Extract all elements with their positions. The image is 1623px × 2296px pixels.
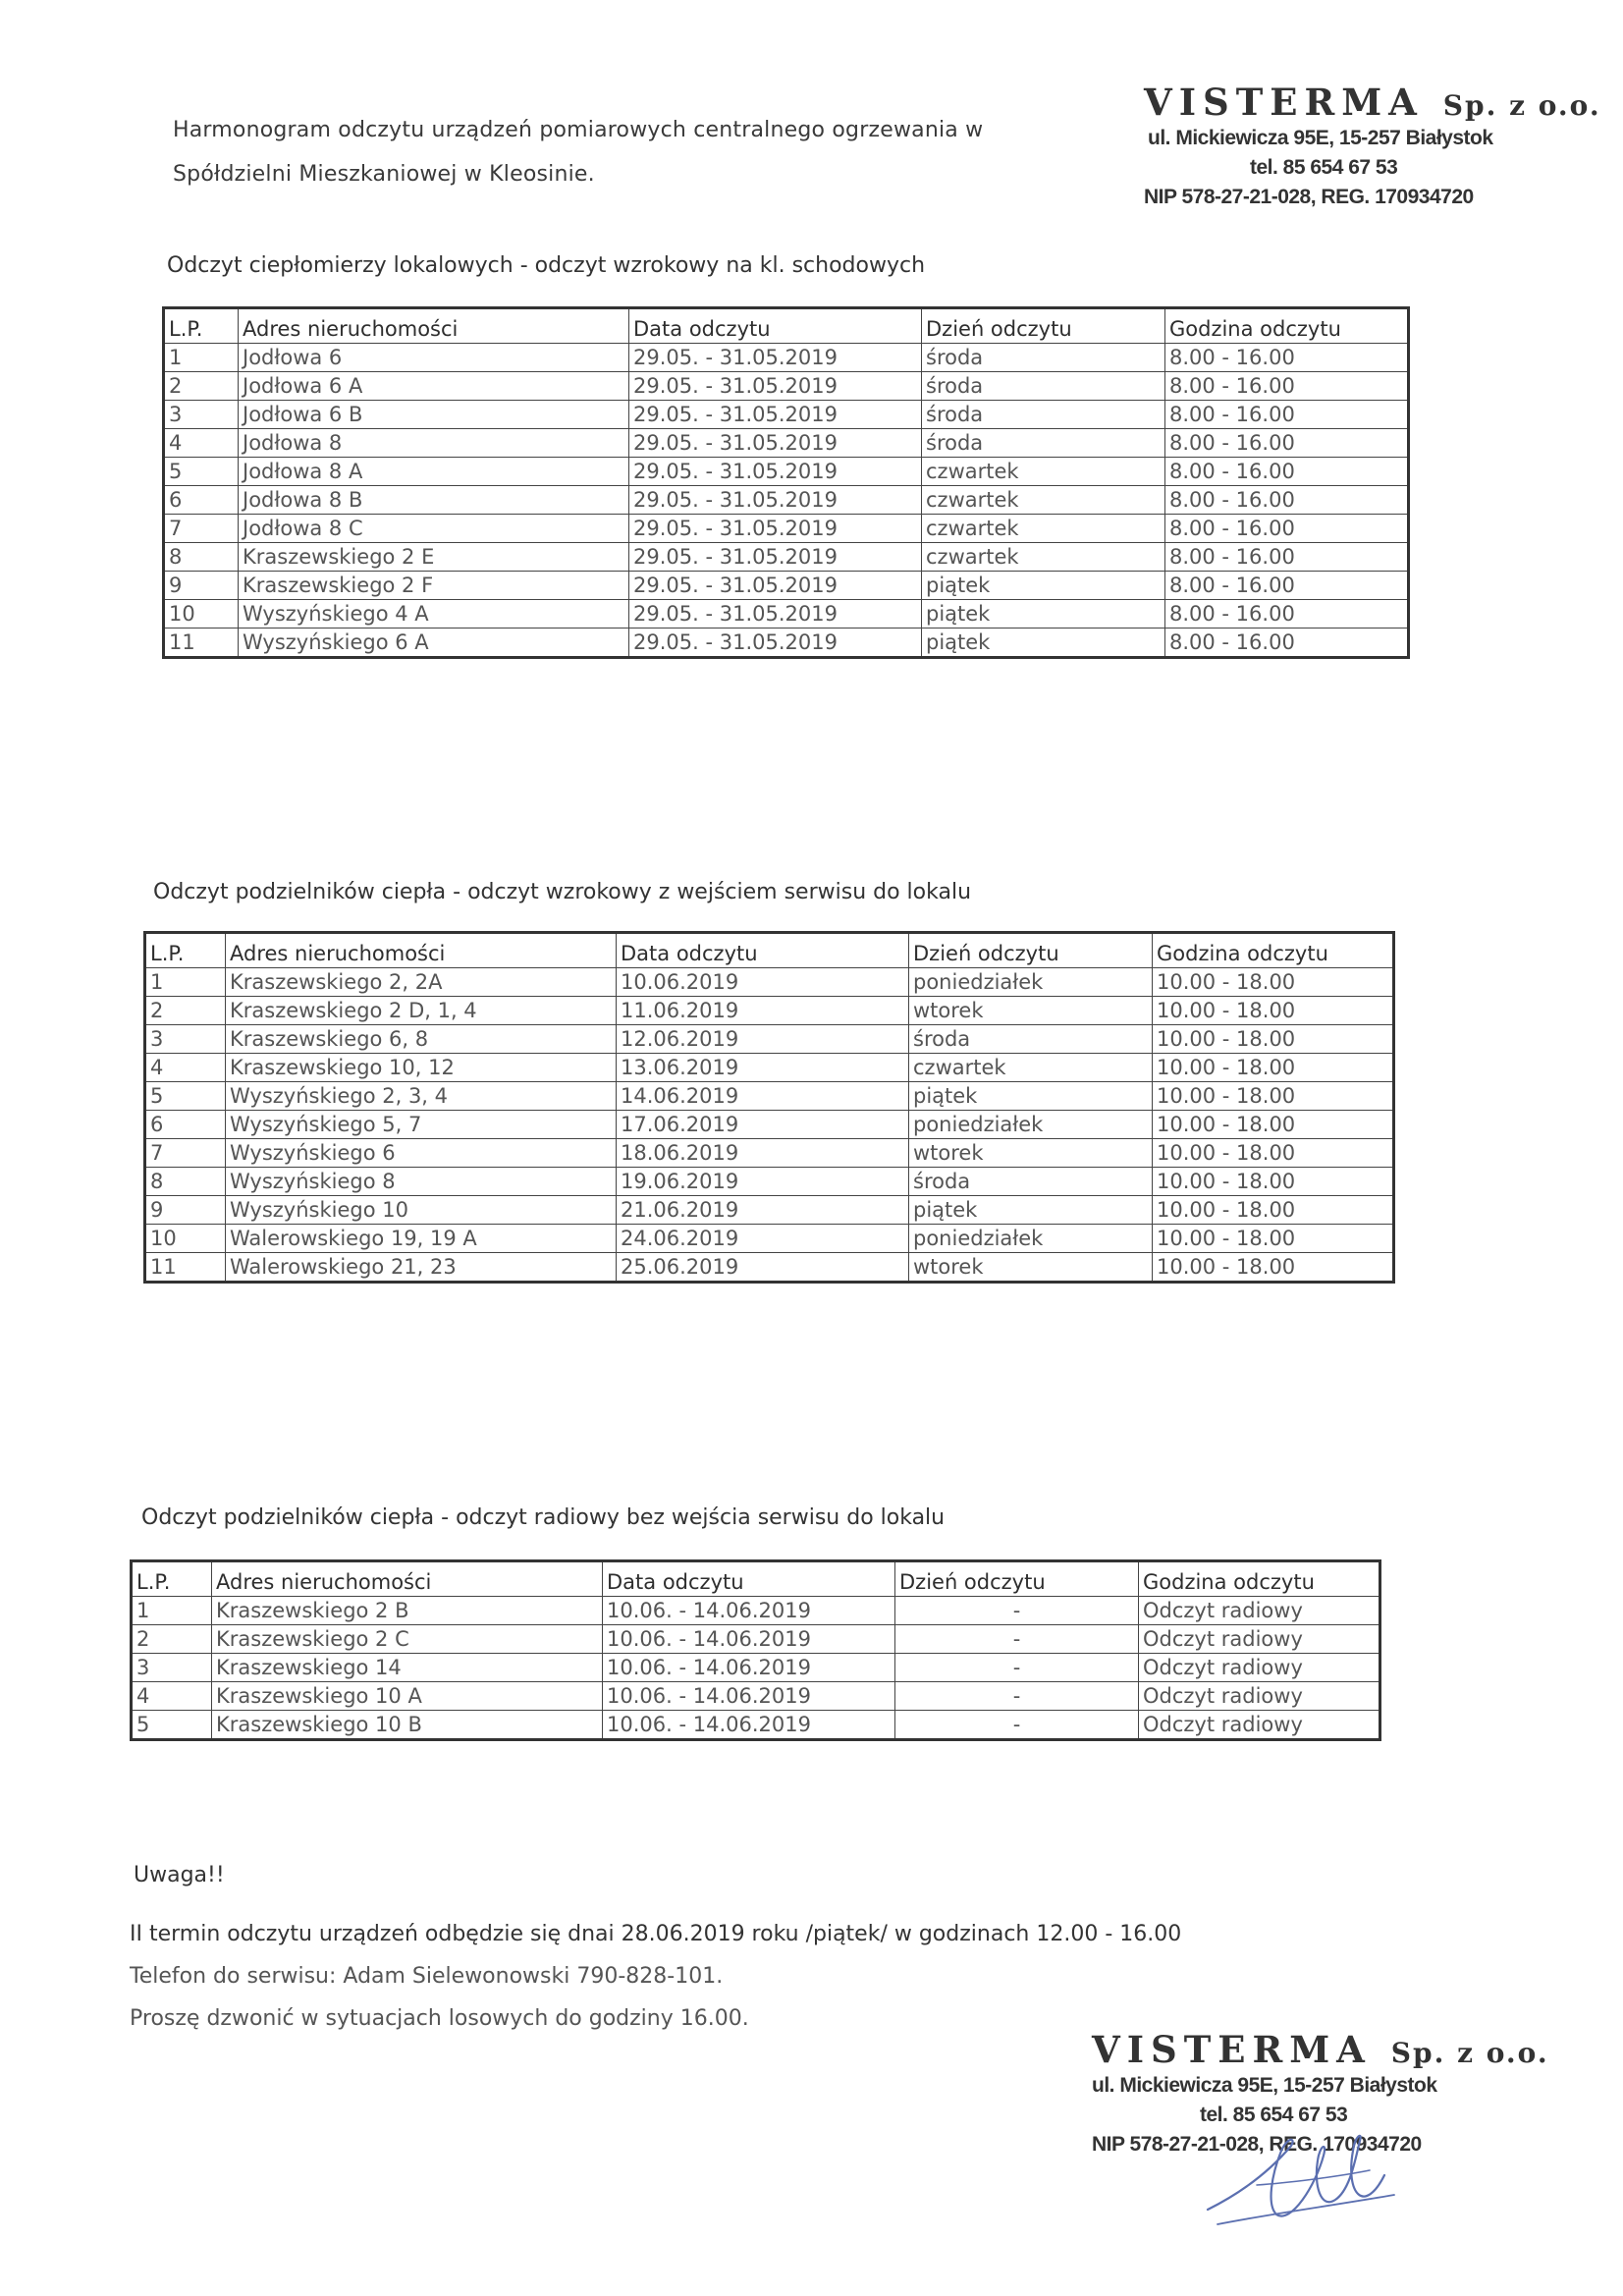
table-cell: 2 bbox=[145, 997, 226, 1025]
table-cell: 3 bbox=[164, 401, 239, 429]
table-body bbox=[164, 308, 1409, 658]
table-cell: 4 bbox=[164, 429, 239, 458]
table-cell: 8.00 - 16.00 bbox=[1165, 429, 1409, 458]
table-header-row bbox=[132, 1561, 1380, 1597]
table-cell: 10.00 - 18.00 bbox=[1153, 1225, 1394, 1253]
table-cell: 10 bbox=[145, 1225, 226, 1253]
table-cell: 8.00 - 16.00 bbox=[1165, 401, 1409, 429]
table-row bbox=[132, 1597, 1380, 1625]
table-cell: wtorek bbox=[909, 997, 1153, 1025]
table-cell: poniedziałek bbox=[909, 1111, 1153, 1139]
table-cell: 10.06. - 14.06.2019 bbox=[603, 1682, 895, 1711]
table-cell: środa bbox=[909, 1168, 1153, 1196]
table-cell: 8.00 - 16.00 bbox=[1165, 600, 1409, 629]
table-cell: 13.06.2019 bbox=[617, 1054, 909, 1082]
stamp-company-suffix: Sp. z o.o. bbox=[1390, 2037, 1549, 2069]
table-cell: Jodłowa 8 C bbox=[239, 515, 629, 543]
table-row bbox=[145, 1196, 1394, 1225]
table-cell: Walerowskiego 21, 23 bbox=[226, 1253, 617, 1283]
table-cell: Odczyt radiowy bbox=[1139, 1597, 1380, 1625]
table-cell: Jodłowa 8 bbox=[239, 429, 629, 458]
column-header: Dzień odczytu bbox=[895, 1561, 1139, 1597]
table-cell: 8.00 - 16.00 bbox=[1165, 372, 1409, 401]
table-row bbox=[164, 629, 1409, 658]
table-cell: piątek bbox=[922, 629, 1165, 658]
table-cell: Jodłowa 8 A bbox=[239, 458, 629, 486]
table-cell: czwartek bbox=[909, 1054, 1153, 1082]
table-cell: poniedziałek bbox=[909, 968, 1153, 997]
table-cell: 8 bbox=[145, 1168, 226, 1196]
table-row bbox=[164, 401, 1409, 429]
table-cell: 29.05. - 31.05.2019 bbox=[629, 572, 922, 600]
table-row bbox=[145, 1111, 1394, 1139]
table-row bbox=[145, 1139, 1394, 1168]
table-cell: 10.00 - 18.00 bbox=[1153, 1025, 1394, 1054]
table-cell: poniedziałek bbox=[909, 1225, 1153, 1253]
table-cell: Kraszewskiego 2 E bbox=[239, 543, 629, 572]
column-header: Adres nieruchomości bbox=[212, 1561, 603, 1597]
table-cell: 4 bbox=[145, 1054, 226, 1082]
table-cell: Wyszyńskiego 10 bbox=[226, 1196, 617, 1225]
table-cell: 25.06.2019 bbox=[617, 1253, 909, 1283]
section-title-radio-allocators: Odczyt podzielników ciepła - odczyt radiowy bez wejścia serwisu do lokalu bbox=[141, 1505, 946, 1530]
table-cell: Jodłowa 6 bbox=[239, 344, 629, 372]
table-cell: piątek bbox=[922, 572, 1165, 600]
table-cell: - bbox=[895, 1597, 1139, 1625]
table-cell: piątek bbox=[922, 600, 1165, 629]
table-cell: 2 bbox=[164, 372, 239, 401]
table-cell: Wyszyńskiego 5, 7 bbox=[226, 1111, 617, 1139]
column-header: Dzień odczytu bbox=[922, 308, 1165, 344]
column-header: Dzień odczytu bbox=[909, 933, 1153, 968]
table-cell: Kraszewskiego 2 F bbox=[239, 572, 629, 600]
table-cell: czwartek bbox=[922, 515, 1165, 543]
table-cell: wtorek bbox=[909, 1253, 1153, 1283]
table-row bbox=[132, 1625, 1380, 1654]
section-title-visual-allocators: Odczyt podzielników ciepła - odczyt wzrokowy z wejściem serwisu do lokalu bbox=[153, 880, 972, 904]
table-cell: 10.00 - 18.00 bbox=[1153, 1082, 1394, 1111]
table-cell: Kraszewskiego 10 A bbox=[212, 1682, 603, 1711]
table-row bbox=[164, 458, 1409, 486]
table-cell: 11 bbox=[164, 629, 239, 658]
table-cell: Wyszyńskiego 6 bbox=[226, 1139, 617, 1168]
table-row bbox=[132, 1654, 1380, 1682]
table-cell: - bbox=[895, 1682, 1139, 1711]
table-cell: Walerowskiego 19, 19 A bbox=[226, 1225, 617, 1253]
table-cell: czwartek bbox=[922, 486, 1165, 515]
table-cell: środa bbox=[922, 372, 1165, 401]
table-cell: 12.06.2019 bbox=[617, 1025, 909, 1054]
table-cell: 29.05. - 31.05.2019 bbox=[629, 372, 922, 401]
table-cell: 8.00 - 16.00 bbox=[1165, 515, 1409, 543]
table-cell: 5 bbox=[164, 458, 239, 486]
table-cell: Kraszewskiego 2, 2A bbox=[226, 968, 617, 997]
table-cell: piątek bbox=[909, 1196, 1153, 1225]
table-cell: Wyszyńskiego 4 A bbox=[239, 600, 629, 629]
table-cell: 10 bbox=[164, 600, 239, 629]
table-cell: 10.06.2019 bbox=[617, 968, 909, 997]
table-cell: Kraszewskiego 14 bbox=[212, 1654, 603, 1682]
table-row bbox=[145, 1253, 1394, 1283]
stamp-address: ul. Mickiewicza 95E, 15-257 Białystok bbox=[1092, 2074, 1437, 2097]
stamp-phone: tel. 85 654 67 53 bbox=[1250, 156, 1398, 179]
table-cell: 8.00 - 16.00 bbox=[1165, 629, 1409, 658]
table-cell: - bbox=[895, 1654, 1139, 1682]
table-row bbox=[132, 1682, 1380, 1711]
table-cell: 5 bbox=[145, 1082, 226, 1111]
note-heading: Uwaga!! bbox=[134, 1863, 225, 1887]
table-cell: 1 bbox=[132, 1597, 212, 1625]
table-body bbox=[132, 1561, 1380, 1740]
table-cell: 24.06.2019 bbox=[617, 1225, 909, 1253]
table-row bbox=[164, 486, 1409, 515]
table-cell: Kraszewskiego 2 B bbox=[212, 1597, 603, 1625]
table-cell: Wyszyńskiego 6 A bbox=[239, 629, 629, 658]
table-cell: 2 bbox=[132, 1625, 212, 1654]
table-cell: Kraszewskiego 10 B bbox=[212, 1711, 603, 1740]
table-cell: Odczyt radiowy bbox=[1139, 1625, 1380, 1654]
column-header: L.P. bbox=[132, 1561, 212, 1597]
table-cell: 11 bbox=[145, 1253, 226, 1283]
table-cell: 10.00 - 18.00 bbox=[1153, 1196, 1394, 1225]
stamp-company-suffix: Sp. z o.o. bbox=[1442, 89, 1601, 122]
table-cell: 8.00 - 16.00 bbox=[1165, 458, 1409, 486]
table-row bbox=[164, 515, 1409, 543]
table-cell: 6 bbox=[145, 1111, 226, 1139]
stamp-ids: NIP 578-27-21-028, REG. 170934720 bbox=[1092, 2133, 1422, 2156]
column-header: Godzina odczytu bbox=[1153, 933, 1394, 968]
table-cell: 8.00 - 16.00 bbox=[1165, 572, 1409, 600]
table-cell: Kraszewskiego 2 C bbox=[212, 1625, 603, 1654]
table-cell: 1 bbox=[164, 344, 239, 372]
table-row bbox=[145, 968, 1394, 997]
table-row bbox=[164, 543, 1409, 572]
table-body bbox=[145, 933, 1394, 1283]
column-header: Godzina odczytu bbox=[1139, 1561, 1380, 1597]
table-cell: 5 bbox=[132, 1711, 212, 1740]
table-header-row bbox=[164, 308, 1409, 344]
table-cell: 10.00 - 18.00 bbox=[1153, 1054, 1394, 1082]
table-cell: 10.00 - 18.00 bbox=[1153, 1111, 1394, 1139]
table-cell: Kraszewskiego 2 D, 1, 4 bbox=[226, 997, 617, 1025]
table-cell: 10.06. - 14.06.2019 bbox=[603, 1711, 895, 1740]
column-header: Adres nieruchomości bbox=[226, 933, 617, 968]
table-cell: 8.00 - 16.00 bbox=[1165, 543, 1409, 572]
column-header: Data odczytu bbox=[603, 1561, 895, 1597]
column-header: L.P. bbox=[164, 308, 239, 344]
table-row bbox=[164, 429, 1409, 458]
section-title-heat-meters: Odczyt ciepłomierzy lokalowych - odczyt wzrokowy na kl. schodowych bbox=[167, 253, 926, 278]
schedule-table-heat-meters bbox=[162, 306, 1410, 659]
table-cell: 1 bbox=[145, 968, 226, 997]
table-cell: 29.05. - 31.05.2019 bbox=[629, 629, 922, 658]
document-title-line-1: Harmonogram odczytu urządzeń pomiarowych centralnego ogrzewania w bbox=[173, 118, 984, 142]
table-cell: Odczyt radiowy bbox=[1139, 1654, 1380, 1682]
schedule-table-visual-allocators bbox=[143, 931, 1395, 1284]
table-cell: 7 bbox=[164, 515, 239, 543]
table-cell: 29.05. - 31.05.2019 bbox=[629, 515, 922, 543]
table-cell: Odczyt radiowy bbox=[1139, 1682, 1380, 1711]
column-header: Data odczytu bbox=[629, 308, 922, 344]
stamp-company-name: VISTERMA bbox=[1144, 81, 1424, 124]
table-row bbox=[145, 1082, 1394, 1111]
table-cell: 18.06.2019 bbox=[617, 1139, 909, 1168]
table-cell: Wyszyńskiego 2, 3, 4 bbox=[226, 1082, 617, 1111]
table-cell: Kraszewskiego 10, 12 bbox=[226, 1054, 617, 1082]
table-cell: Wyszyńskiego 8 bbox=[226, 1168, 617, 1196]
table-cell: 29.05. - 31.05.2019 bbox=[629, 600, 922, 629]
stamp-phone: tel. 85 654 67 53 bbox=[1200, 2104, 1348, 2126]
company-stamp-top bbox=[1144, 81, 1601, 212]
table-cell: 8.00 - 16.00 bbox=[1165, 486, 1409, 515]
table-cell: 10.00 - 18.00 bbox=[1153, 997, 1394, 1025]
table-cell: 29.05. - 31.05.2019 bbox=[629, 344, 922, 372]
stamp-ids: NIP 578-27-21-028, REG. 170934720 bbox=[1144, 186, 1474, 208]
column-header: Adres nieruchomości bbox=[239, 308, 629, 344]
table-cell: wtorek bbox=[909, 1139, 1153, 1168]
note-second-term: II termin odczytu urządzeń odbędzie się dnai 28.06.2019 roku /piątek/ w godzinach 12.00 - 16.00 bbox=[130, 1922, 1182, 1946]
table-cell: 8.00 - 16.00 bbox=[1165, 344, 1409, 372]
table-cell: 19.06.2019 bbox=[617, 1168, 909, 1196]
table-cell: Odczyt radiowy bbox=[1139, 1711, 1380, 1740]
column-header: Godzina odczytu bbox=[1165, 308, 1409, 344]
table-cell: 29.05. - 31.05.2019 bbox=[629, 458, 922, 486]
table-row bbox=[132, 1711, 1380, 1740]
table-row bbox=[164, 372, 1409, 401]
table-cell: Jodłowa 8 B bbox=[239, 486, 629, 515]
table-row bbox=[145, 997, 1394, 1025]
table-cell: 6 bbox=[164, 486, 239, 515]
stamp-company-name: VISTERMA bbox=[1092, 2028, 1372, 2071]
table-cell: 9 bbox=[164, 572, 239, 600]
table-cell: środa bbox=[922, 401, 1165, 429]
table-cell: środa bbox=[922, 344, 1165, 372]
table-cell: 29.05. - 31.05.2019 bbox=[629, 486, 922, 515]
table-row bbox=[145, 1025, 1394, 1054]
table-cell: 10.06. - 14.06.2019 bbox=[603, 1654, 895, 1682]
table-cell: czwartek bbox=[922, 458, 1165, 486]
table-row bbox=[164, 600, 1409, 629]
table-header-row bbox=[145, 933, 1394, 968]
document-title-line-2: Spółdzielni Mieszkaniowej w Kleosinie. bbox=[173, 162, 595, 187]
table-cell: 10.06. - 14.06.2019 bbox=[603, 1597, 895, 1625]
table-cell: 4 bbox=[132, 1682, 212, 1711]
note-service-phone: Telefon do serwisu: Adam Sielewonowski 790-828-101. bbox=[130, 1964, 724, 1989]
table-cell: środa bbox=[922, 429, 1165, 458]
table-row bbox=[145, 1054, 1394, 1082]
table-cell: czwartek bbox=[922, 543, 1165, 572]
table-cell: 29.05. - 31.05.2019 bbox=[629, 429, 922, 458]
table-cell: 10.00 - 18.00 bbox=[1153, 968, 1394, 997]
note-call-hours: Proszę dzwonić w sytuacjach losowych do godziny 16.00. bbox=[130, 2006, 749, 2031]
column-header: Data odczytu bbox=[617, 933, 909, 968]
table-cell: Kraszewskiego 6, 8 bbox=[226, 1025, 617, 1054]
table-cell: 8 bbox=[164, 543, 239, 572]
table-cell: piątek bbox=[909, 1082, 1153, 1111]
table-cell: 3 bbox=[145, 1025, 226, 1054]
table-cell: 9 bbox=[145, 1196, 226, 1225]
table-cell: Jodłowa 6 B bbox=[239, 401, 629, 429]
table-cell: 29.05. - 31.05.2019 bbox=[629, 401, 922, 429]
table-row bbox=[164, 572, 1409, 600]
table-row bbox=[145, 1225, 1394, 1253]
signature-icon bbox=[1198, 2116, 1414, 2244]
table-cell: - bbox=[895, 1625, 1139, 1654]
table-cell: 21.06.2019 bbox=[617, 1196, 909, 1225]
table-cell: środa bbox=[909, 1025, 1153, 1054]
table-cell: 10.06. - 14.06.2019 bbox=[603, 1625, 895, 1654]
table-row bbox=[164, 344, 1409, 372]
table-cell: 10.00 - 18.00 bbox=[1153, 1139, 1394, 1168]
table-cell: 7 bbox=[145, 1139, 226, 1168]
table-cell: 29.05. - 31.05.2019 bbox=[629, 543, 922, 572]
table-cell: 11.06.2019 bbox=[617, 997, 909, 1025]
table-cell: 10.00 - 18.00 bbox=[1153, 1253, 1394, 1283]
table-cell: Jodłowa 6 A bbox=[239, 372, 629, 401]
table-cell: 10.00 - 18.00 bbox=[1153, 1168, 1394, 1196]
table-cell: 17.06.2019 bbox=[617, 1111, 909, 1139]
schedule-table-radio-allocators bbox=[130, 1559, 1381, 1741]
table-cell: 14.06.2019 bbox=[617, 1082, 909, 1111]
table-cell: - bbox=[895, 1711, 1139, 1740]
stamp-address: ul. Mickiewicza 95E, 15-257 Białystok bbox=[1148, 127, 1493, 149]
table-row bbox=[145, 1168, 1394, 1196]
column-header: L.P. bbox=[145, 933, 226, 968]
table-cell: 3 bbox=[132, 1654, 212, 1682]
